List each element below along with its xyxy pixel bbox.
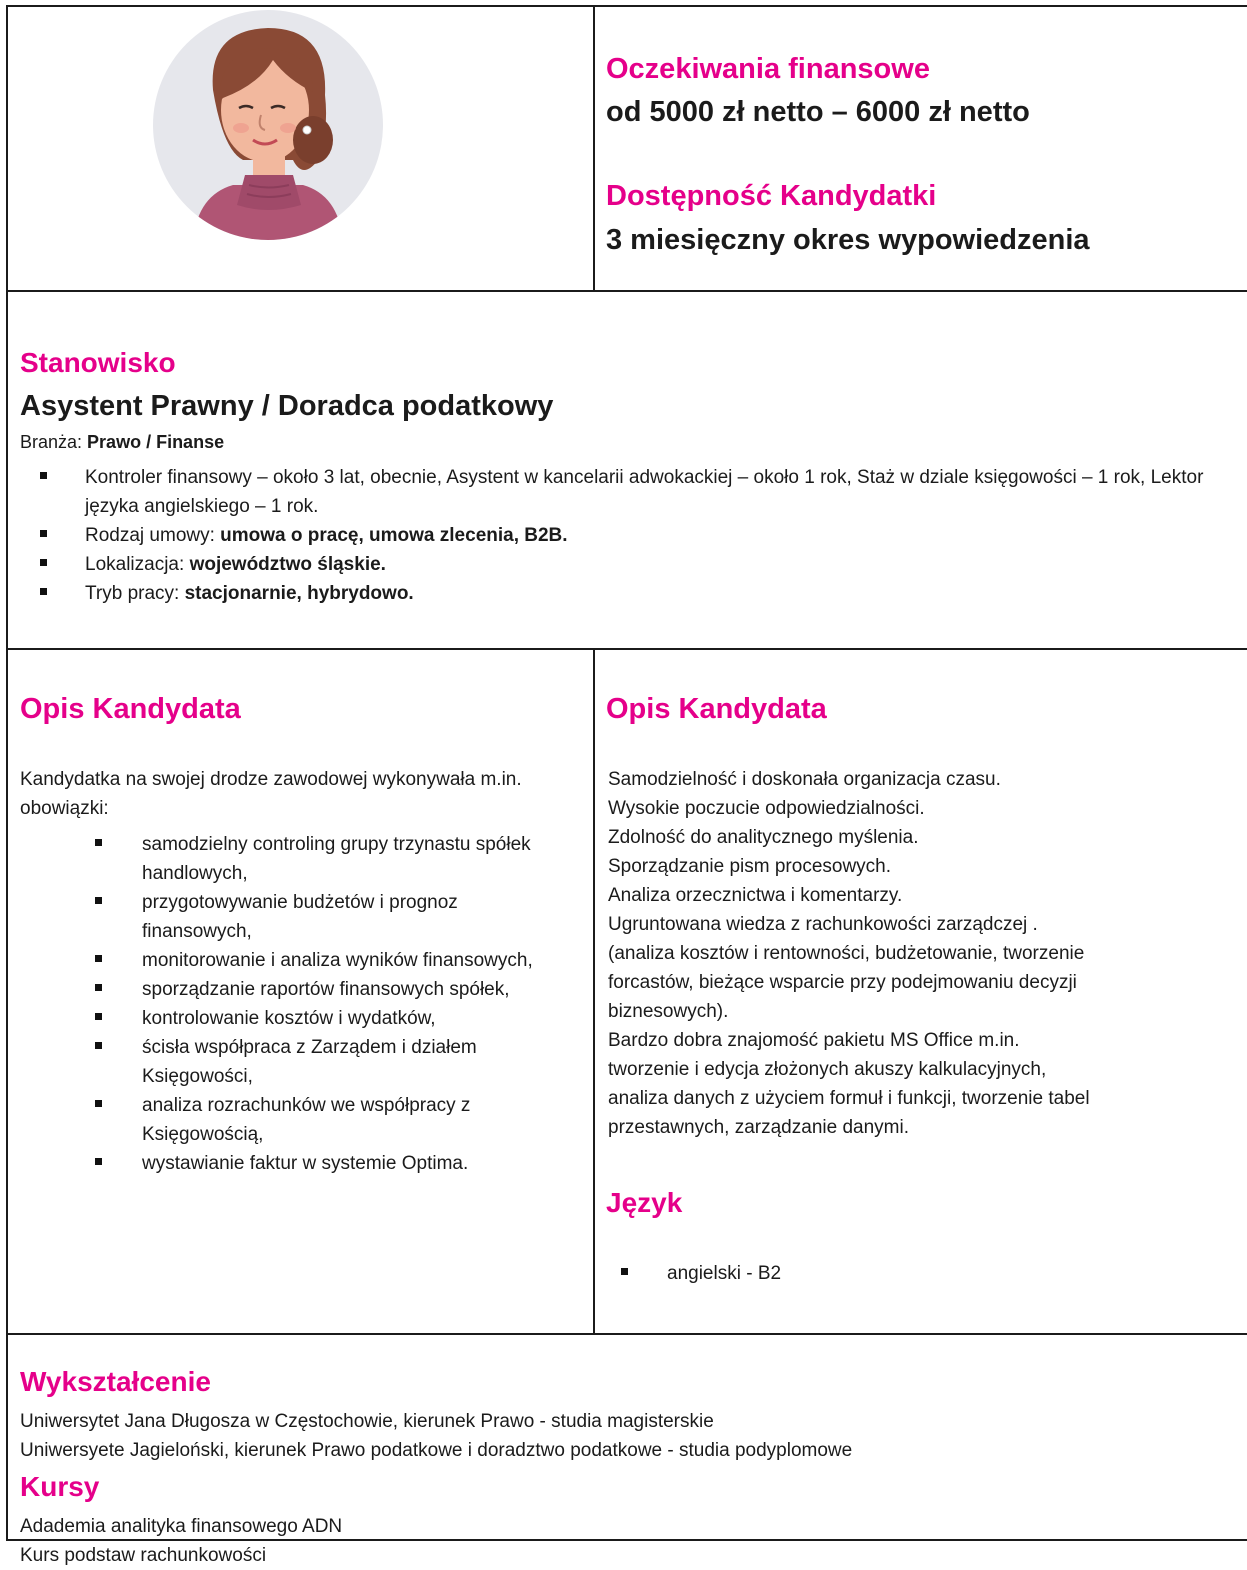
text-line: tworzenie i edycja złożonych akuszy kalkulacyjnych,: [608, 1059, 1047, 1080]
text-line: Uniwersyete Jagieloński, kierunek Prawo podatkowe i doradztwo podatkowe - studia podyplomowe: [20, 1440, 853, 1461]
language-list: [606, 1259, 781, 1288]
text-line: Analiza orzecznictwa i komentarzy.: [608, 885, 903, 906]
position-title: Stanowisko: [20, 347, 176, 378]
text-line: Sporządzanie pism procesowych.: [608, 856, 892, 877]
divider: [8, 290, 1247, 292]
list-item: Tryb pracy: stacjonarnie, hybrydowo.: [20, 579, 1230, 608]
industry-label: Branża:: [20, 432, 88, 452]
list-item: Kontroler finansowy – około 3 lat, obecnie, Asystent w kancelarii adwokackiej – około 1 rok, Staż w dziale księgowości – 1 rok, Lektor języka angielskiego – 1 rok.: [20, 463, 1230, 521]
divider: [593, 650, 595, 1333]
text-line: Ugruntowana wiedza z rachunkowości zarządczej .: [608, 914, 1038, 935]
duties-list: [20, 830, 565, 1178]
list-item: angielski - B2: [606, 1259, 781, 1288]
text-line: Wysokie poczucie odpowiedzialności.: [608, 798, 925, 819]
courses-title: Kursy: [20, 1471, 100, 1502]
industry: [20, 432, 224, 453]
text-line: analiza danych z użyciem formuł i funkcji, tworzenie tabel: [608, 1088, 1090, 1109]
list-item: samodzielny controling grupy trzynastu spółek handlowych,: [20, 830, 565, 888]
divider: [593, 7, 595, 290]
text-line: forcastów, bieżące wsparcie przy podejmowaniu decyzji: [608, 972, 1077, 993]
list-item: sporządzanie raportów finansowych spółek,: [20, 975, 565, 1004]
industry-value: Prawo / Finanse: [87, 432, 225, 452]
text-line: Uniwersytet Jana Długosza w Częstochowie, kierunek Prawo - studia magisterskie: [20, 1411, 714, 1432]
divider: [8, 648, 1247, 650]
list-item: przygotowywanie budżetów i prognoz finansowych,: [20, 888, 565, 946]
text-line: Zdolność do analitycznego myślenia.: [608, 827, 919, 848]
text-line: biznesowych).: [608, 1001, 729, 1022]
list-item: monitorowanie i analiza wyników finansowych,: [20, 946, 565, 975]
education-list: [20, 1407, 852, 1465]
text-line: Adademia analityka finansowego ADN: [20, 1516, 343, 1537]
courses-list: [20, 1512, 342, 1570]
availability-title: Dostępność Kandydatki: [606, 180, 937, 212]
description-right-text: [608, 765, 1238, 1142]
description-right-title: Opis Kandydata: [606, 693, 827, 725]
finances-value: od 5000 zł netto – 6000 zł netto: [606, 96, 1030, 128]
list-item: Lokalizacja: województwo śląskie.: [20, 550, 1230, 579]
text-line: Bardzo dobra znajomość pakietu MS Office m.in.: [608, 1030, 1020, 1051]
position-details-list: [20, 463, 1230, 608]
text-line: Samodzielność i doskonała organizacja czasu.: [608, 769, 1001, 790]
text-line: (analiza kosztów i rentowności, budżetowanie, tworzenie: [608, 943, 1085, 964]
text-line: przestawnych, zarządzanie danymi.: [608, 1117, 909, 1138]
language-title: Język: [606, 1187, 683, 1218]
list-item: Rodzaj umowy: umowa o pracę, umowa zlecenia, B2B.: [20, 521, 1230, 550]
description-intro: Kandydatka na swojej drodze zawodowej wykonywała m.in. obowiązki:: [20, 769, 522, 819]
education-title: Wykształcenie: [20, 1366, 211, 1397]
description-left-title: Opis Kandydata: [20, 693, 241, 725]
avatar: [153, 10, 383, 240]
finances-title: Oczekiwania finansowe: [606, 53, 930, 85]
list-item: analiza rozrachunków we współpracy z Księgowością,: [20, 1091, 565, 1149]
list-item: kontrolowanie kosztów i wydatków,: [20, 1004, 565, 1033]
text-line: Kurs podstaw rachunkowości: [20, 1545, 267, 1566]
divider: [8, 1333, 1247, 1335]
list-item: ścisła współpraca z Zarządem i działem Księgowości,: [20, 1033, 565, 1091]
availability-value: 3 miesięczny okres wypowiedzenia: [606, 224, 1090, 256]
list-item: wystawianie faktur w systemie Optima.: [20, 1149, 565, 1178]
position-value: Asystent Prawny / Doradca podatkowy: [20, 390, 554, 422]
